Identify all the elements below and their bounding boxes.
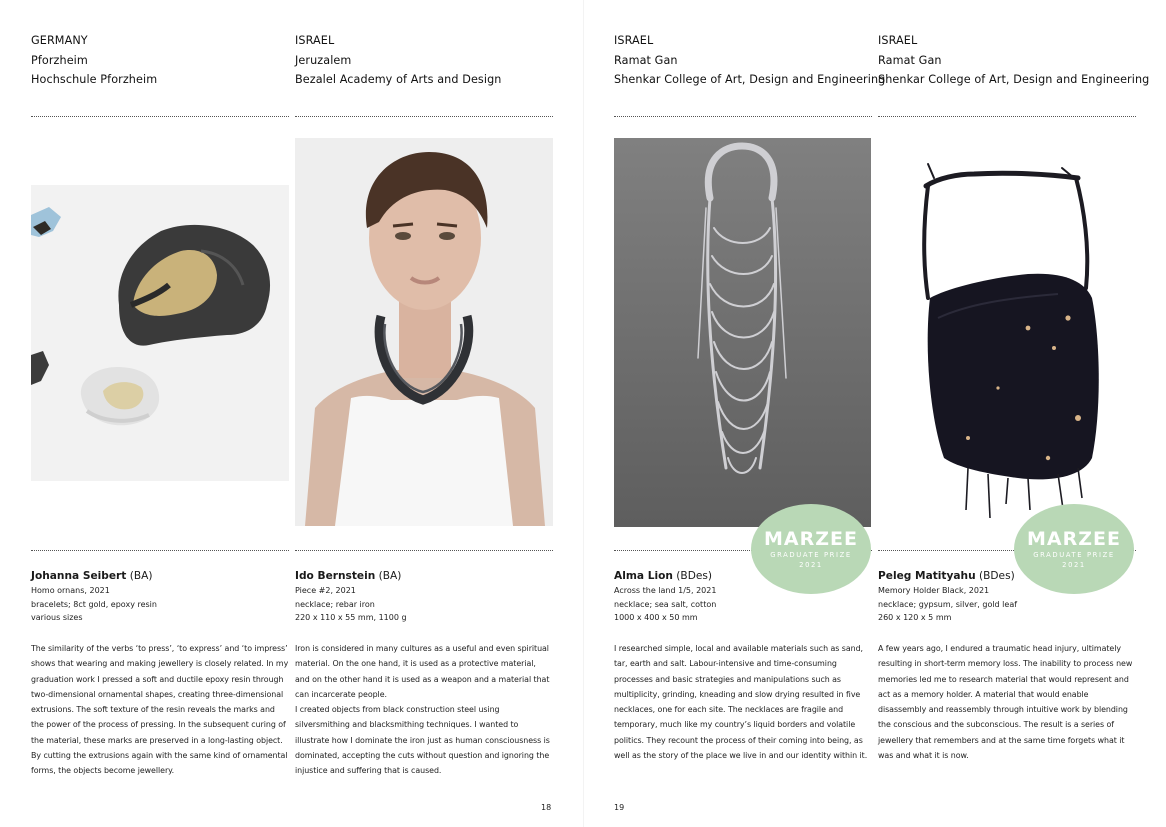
dotted-divider xyxy=(295,116,553,117)
country: ISRAEL xyxy=(878,34,918,47)
location-block xyxy=(878,31,1150,90)
work-title: Across the land 1/5, 2021 xyxy=(614,586,717,595)
artist-degree: (BA) xyxy=(375,570,402,582)
location-block xyxy=(614,31,886,90)
dotted-divider xyxy=(878,116,1136,117)
artwork-description xyxy=(614,641,872,763)
artist-name: Alma Lion xyxy=(614,570,673,582)
marzee-prize-badge xyxy=(751,504,871,594)
description-paragraph: I created objects from black construction steel using silversmithing and blacksmithing techniques. I wanted to illustrate how I dominate the iron just as human consciousness is dominated, accepting the cuts without question and ignoring the injustice and suffering that is caused. xyxy=(295,705,550,776)
page-gutter xyxy=(583,0,584,827)
badge-subtitle: GRADUATE PRIZE xyxy=(1033,551,1115,559)
marzee-prize-badge xyxy=(1014,504,1134,594)
artist-name-line xyxy=(295,569,553,584)
work-size: 1000 x 400 x 50 mm xyxy=(614,613,698,622)
school: Shenkar College of Art, Design and Engineering xyxy=(878,73,1150,86)
page-number: 19 xyxy=(614,803,625,812)
badge-title: MARZEE xyxy=(764,528,858,550)
work-title: Piece #2, 2021 xyxy=(295,586,356,595)
necklace-photo xyxy=(614,138,871,527)
artwork-info xyxy=(31,569,289,625)
country: ISRAEL xyxy=(614,34,654,47)
dotted-divider xyxy=(31,116,289,117)
artist-degree: (BA) xyxy=(126,570,153,582)
artist-name: Peleg Matityahu xyxy=(878,570,976,582)
work-materials: bracelets; 8ct gold, epoxy resin xyxy=(31,599,157,609)
artwork-description xyxy=(31,641,289,779)
school: Bezalel Academy of Arts and Design xyxy=(295,73,502,86)
country: GERMANY xyxy=(31,34,88,47)
city: Pforzheim xyxy=(31,53,88,67)
work-size: 220 x 110 x 55 mm, 1100 g xyxy=(295,613,407,622)
badge-year: 2021 xyxy=(1062,561,1086,569)
work-materials: necklace; rebar iron xyxy=(295,599,375,609)
work-materials: necklace; gypsum, silver, gold leaf xyxy=(878,599,1018,609)
description-paragraph: I researched simple, local and available materials such as sand, tar, earth and salt. Labour-intensive and time-consuming processes and basic strategies and manipulations such as multiplicity, grinding, kneading and slow drying resulted in five necklaces, one for each site. The necklaces are fragile and temporary, much like my country’s liquid borders and volatile politics. They recount the process of their coming into being, as well as the story of the place we live in and our identity within it. xyxy=(614,644,868,761)
portrait-photo xyxy=(295,138,553,526)
jewellery-photo xyxy=(31,185,289,481)
artwork-info xyxy=(295,569,553,625)
city: Ramat Gan xyxy=(878,53,942,67)
artwork-description xyxy=(295,641,553,779)
page-number: 18 xyxy=(541,803,552,812)
work-title: Homo ornans, 2021 xyxy=(31,586,110,595)
badge-subtitle: GRADUATE PRIZE xyxy=(770,551,852,559)
school: Hochschule Pforzheim xyxy=(31,73,158,86)
description-paragraph: Iron is considered in many cultures as a useful and even spiritual material. On the one hand, it is used as a protective material, and on the other hand it is used as a weapon and a material that can incarcerate people. xyxy=(295,644,550,699)
work-size: 260 x 120 x 5 mm xyxy=(878,613,952,622)
country: ISRAEL xyxy=(295,34,335,47)
description-paragraph: A few years ago, I endured a traumatic head injury, ultimately resulting in short-term memory loss. The inability to process new memories led me to research material that would represent and act as a memory holder. A material that would enable disassembly and reassembly through intuitive work by blending the conscious and the subconscious. The result is a series of jewellery that remembers and at the same time forgets what it was and what it is now. xyxy=(878,644,1133,761)
school: Shenkar College of Art, Design and Engineering xyxy=(614,73,886,86)
artist-name-line xyxy=(31,569,289,584)
necklace-photo xyxy=(878,138,1136,526)
location-block xyxy=(31,31,289,90)
work-title: Memory Holder Black, 2021 xyxy=(878,586,990,595)
city: Jeruzalem xyxy=(295,53,352,67)
artwork-description xyxy=(878,641,1136,763)
location-block xyxy=(295,31,553,90)
work-materials: necklace; sea salt, cotton xyxy=(614,599,717,609)
artist-degree: (BDes) xyxy=(975,570,1015,582)
dotted-divider xyxy=(295,550,553,551)
badge-title: MARZEE xyxy=(1027,528,1121,550)
city: Ramat Gan xyxy=(614,53,678,67)
artist-name: Johanna Seibert xyxy=(31,570,127,582)
artist-name: Ido Bernstein xyxy=(295,570,376,582)
dotted-divider xyxy=(614,116,872,117)
description-paragraph: The similarity of the verbs ‘to press’, ‘to express’ and ‘to impress’ shows that wearing and making jewellery is closely related. In my graduation work I pressed a soft and ductile epoxy resin through two-dimensional ornamental shapes, creating three-dimensional extrusions. The soft texture of the resin reveals the marks and the power of the process of pressing. In the subsequent curing of the material, these marks are preserved in a long-lasting object. By cutting the extrusions again with the same kind of ornamental forms, the objects become jewellery. xyxy=(31,644,289,776)
work-size: various sizes xyxy=(31,613,83,622)
artist-degree: (BDes) xyxy=(672,570,713,582)
badge-year: 2021 xyxy=(799,561,823,569)
dotted-divider xyxy=(31,550,289,551)
